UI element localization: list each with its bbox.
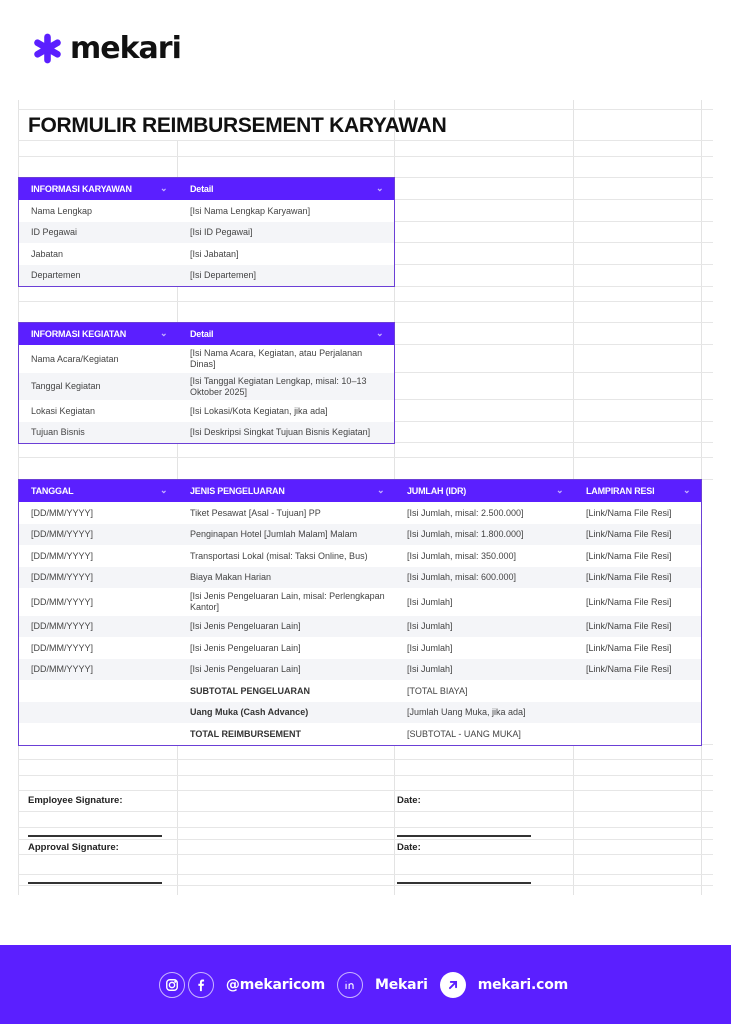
expense-type-cell[interactable]: Transportasi Lokal (misal: Taksi Online, Bus) [190,550,368,561]
approval-signature-label: Approval Signature: [28,842,119,853]
field-label: Lokasi Kegiatan [31,405,96,416]
receipt-cell[interactable]: [Link/Nama File Resi] [586,507,672,518]
table-row [19,545,701,567]
employee-date-line[interactable] [397,835,531,837]
linkedin-icon[interactable] [337,972,363,998]
date-cell[interactable]: [DD/MM/YYYY] [31,572,94,582]
chevron-down-icon[interactable]: ⌄ [683,485,691,495]
table-row [19,200,394,222]
date-cell[interactable]: [DD/MM/YYYY] [31,550,94,561]
field-value[interactable]: [Isi Deskripsi Singkat Tujuan Bisnis Kegiatan] [190,427,371,437]
cash-advance-row [19,702,701,723]
date-cell[interactable]: [DD/MM/YYYY] [31,529,94,539]
table-row [19,588,701,616]
expense-type-cell[interactable]: [Isi Jenis Pengeluaran Lain] [190,642,301,653]
field-label: Departemen [31,270,81,280]
field-label: ID Pegawai [31,227,78,237]
approval-date-line[interactable] [397,882,531,884]
table-row [19,222,394,243]
asterisk-logo-icon [31,32,64,65]
linkedin-name[interactable]: Mekari [374,976,428,993]
summary-label: Uang Muka (Cash Advance) [190,707,309,717]
receipt-cell[interactable]: [Link/Nama File Resi] [586,642,672,653]
amount-cell[interactable]: [Isi Jumlah] [407,596,453,607]
table-row [19,567,701,588]
total-row [19,723,701,745]
header-lampiran-resi[interactable]: LAMPIRAN RESI ⌄ [574,480,701,502]
field-value[interactable]: [Isi Jabatan] [190,248,239,259]
field-value[interactable]: [Isi Nama Lengkap Karyawan] [190,205,311,216]
field-value[interactable]: [Isi Lokasi/Kota Kegiatan, jika ada] [190,405,328,416]
facebook-icon[interactable] [188,972,214,998]
chevron-down-icon[interactable]: ⌄ [160,183,168,193]
expense-table [18,479,702,746]
document-title: FORMULIR REIMBURSEMENT KARYAWAN [28,114,447,137]
amount-cell[interactable]: [Isi Jumlah] [407,664,453,674]
table-row [19,637,701,659]
field-label: Tanggal Kegiatan [31,381,101,391]
chevron-down-icon[interactable]: ⌄ [160,328,168,338]
employee-signature-label: Employee Signature: [28,795,123,806]
summary-label: TOTAL REIMBURSEMENT [190,728,302,739]
amount-cell[interactable]: [Isi Jumlah, misal: 350.000] [407,550,517,561]
field-value[interactable]: [Isi Nama Acara, Kegiatan, atau Perjalanan Dinas] [190,348,363,369]
expense-type-cell[interactable]: [Isi Jenis Pengeluaran Lain, misal: Perlengkapan Kantor] [190,591,385,612]
header-jenis-pengeluaran[interactable]: JENIS PENGELUARAN ⌄ [178,480,395,502]
activity-info-table [18,322,395,444]
employee-date-label: Date: [397,795,421,806]
header-informasi-karyawan[interactable]: INFORMASI KARYAWAN ⌄ [19,178,178,200]
amount-cell[interactable]: [Isi Jumlah] [407,621,453,631]
empty-cell [574,723,701,745]
empty-cell [19,723,178,745]
field-value[interactable]: [Isi ID Pegawai] [190,227,253,237]
subtotal-row [19,680,701,702]
field-label: Nama Lengkap [31,205,93,216]
chevron-down-icon[interactable]: ⌄ [376,183,384,193]
field-value[interactable]: [Isi Tanggal Kegiatan Lengkap, misal: 10–13 Oktober 2025] [190,375,367,397]
expense-type-cell[interactable]: [Isi Jenis Pengeluaran Lain] [190,664,301,674]
chevron-down-icon[interactable]: ⌄ [556,485,564,495]
table-row [19,616,701,637]
table-row [19,243,394,265]
summary-value[interactable]: [SUBTOTAL - UANG MUKA] [407,728,521,739]
table-header [19,323,394,345]
instagram-icon[interactable] [159,972,185,998]
approval-signature-line[interactable] [28,882,162,884]
date-cell[interactable]: [DD/MM/YYYY] [31,642,94,653]
table-header [19,480,701,502]
expense-type-cell[interactable]: Tiket Pesawat [Asal - Tujuan] PP [190,507,321,518]
table-row [19,265,394,286]
empty-cell [574,702,701,723]
field-value[interactable]: [Isi Departemen] [190,270,257,280]
receipt-cell[interactable]: [Link/Nama File Resi] [586,550,672,561]
mekari-logo [31,32,181,65]
amount-cell[interactable]: [Isi Jumlah] [407,642,453,653]
header-tanggal[interactable]: TANGGAL ⌄ [19,480,178,502]
date-cell[interactable]: [DD/MM/YYYY] [31,507,94,518]
receipt-cell[interactable]: [Link/Nama File Resi] [586,621,672,631]
table-row [19,373,394,400]
empty-cell [19,680,178,702]
receipt-cell[interactable]: [Link/Nama File Resi] [586,529,672,539]
empty-cell [574,680,701,702]
employee-signature-line[interactable] [28,835,162,837]
employee-info-table [18,177,395,287]
header-informasi-kegiatan[interactable]: INFORMASI KEGIATAN ⌄ [19,323,178,345]
table-row [19,400,394,422]
table-row [19,345,394,373]
header-detail[interactable]: Detail ⌄ [178,323,394,345]
table-row [19,502,701,524]
table-row [19,524,701,545]
brand-name: mekari [70,30,181,66]
date-cell[interactable]: [DD/MM/YYYY] [31,621,94,631]
table-row [19,659,701,680]
empty-cell [19,702,178,723]
summary-value[interactable]: [Jumlah Uang Muka, jika ada] [407,707,526,717]
field-label: Nama Acara/Kegiatan [31,353,119,364]
header-jumlah[interactable]: JUMLAH (IDR) ⌄ [395,480,574,502]
receipt-cell[interactable]: [Link/Nama File Resi] [586,596,672,607]
summary-label: SUBTOTAL PENGELUARAN [190,685,311,696]
social-handle[interactable]: @mekaricom [225,976,325,993]
approval-date-label: Date: [397,842,421,853]
website-link[interactable]: mekari.com [477,976,569,993]
footer-bar [0,945,731,1024]
expense-type-cell[interactable]: Penginapan Hotel [Jumlah Malam] Malam [190,529,358,539]
field-label: Tujuan Bisnis [31,427,85,437]
chevron-down-icon[interactable]: ⌄ [160,485,168,495]
date-cell[interactable]: [DD/MM/YYYY] [31,664,94,674]
header-detail[interactable]: Detail ⌄ [178,178,394,200]
amount-cell[interactable]: [Isi Jumlah, misal: 1.800.000] [407,529,524,539]
table-row [19,422,394,443]
external-link-arrow-icon[interactable] [440,972,466,998]
date-cell[interactable]: [DD/MM/YYYY] [31,596,94,607]
receipt-cell[interactable]: [Link/Nama File Resi] [586,664,672,674]
amount-cell[interactable]: [Isi Jumlah, misal: 600.000] [407,572,517,582]
chevron-down-icon[interactable]: ⌄ [377,485,385,495]
amount-cell[interactable]: [Isi Jumlah, misal: 2.500.000] [407,507,524,518]
table-header [19,178,394,200]
receipt-cell[interactable]: [Link/Nama File Resi] [586,572,672,582]
chevron-down-icon[interactable]: ⌄ [376,328,384,338]
expense-type-cell[interactable]: Biaya Makan Harian [190,572,272,582]
field-label: Jabatan [31,248,64,259]
summary-value[interactable]: [TOTAL BIAYA] [407,685,468,696]
expense-type-cell[interactable]: [Isi Jenis Pengeluaran Lain] [190,621,301,631]
